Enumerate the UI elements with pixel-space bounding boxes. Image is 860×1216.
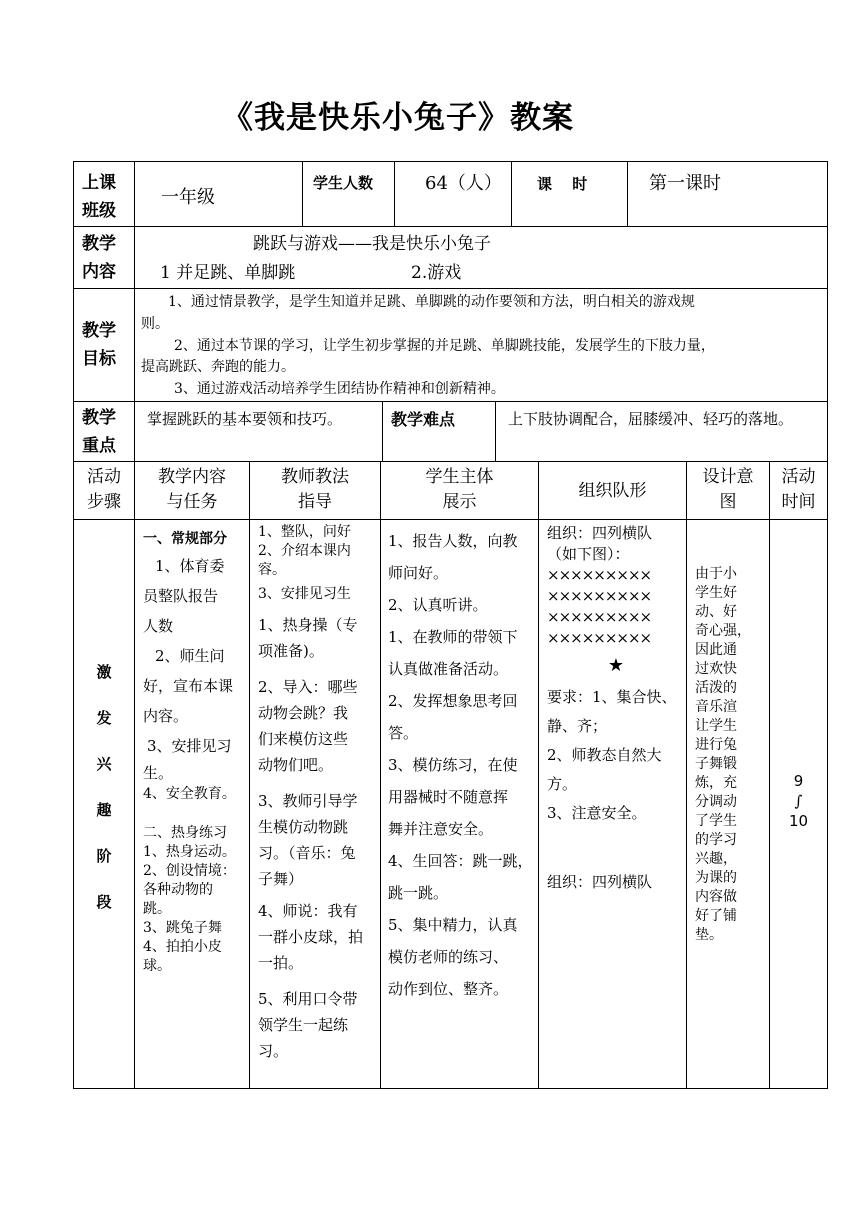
col-divider (382, 401, 383, 462)
row-divider (73, 461, 828, 462)
key-label-line1: 教学 (82, 408, 116, 428)
goal-line: 1、通过情景教学，是学生知道并足跳、单脚跳的动作要领和方法，明白相关的游戏规 (168, 294, 695, 310)
list-item: 习。 (258, 1042, 289, 1060)
col-divider (302, 161, 303, 227)
list-item: 跳。 (143, 901, 171, 917)
col-divider (134, 226, 135, 402)
list-item: 3、注意安全。 (547, 804, 647, 822)
list-item: 一、常规部分 (143, 531, 227, 547)
list-item: 兴趣， (695, 851, 737, 867)
header-text: 时间 (781, 492, 816, 512)
list-item: 4、生回答：跳一跳， (388, 852, 533, 870)
list-item: 因此通 (695, 642, 737, 658)
content-line-2a: 1 并足跳、单脚跳 (160, 263, 296, 283)
header-text: 教师教法 (281, 467, 349, 487)
teacher-star-icon: ★ (607, 655, 625, 676)
list-item: 分调动 (695, 794, 737, 810)
list-item: 3、安排见习生 (258, 586, 351, 602)
list-item: 1、热身运动。 (143, 844, 236, 860)
list-item: 内容。 (143, 707, 189, 725)
students-label: 学生人数 (313, 174, 374, 192)
content-line-2b: 2.游戏 (411, 263, 462, 283)
list-item: 2、导入：哪些 (258, 678, 358, 696)
list-item: 4、安全教育。 (143, 786, 236, 802)
col-divider (538, 461, 539, 1089)
period-label: 课 时 (537, 175, 588, 193)
list-item: 动物会跳？我 (258, 704, 349, 722)
list-item: 要求：1、集合快、 (547, 688, 677, 706)
list-item: 模仿老师的练习、 (388, 948, 509, 966)
list-item: 1、在教师的带领下 (388, 628, 518, 646)
list-item: 为课的 (695, 870, 737, 886)
time-column (770, 771, 827, 831)
col-divider (627, 161, 628, 227)
list-item: 音乐渲 (695, 699, 737, 715)
header-task (135, 465, 249, 515)
header-teacher (250, 465, 380, 515)
list-item: 2、介绍本课内 (258, 543, 351, 559)
header-step (73, 465, 135, 515)
list-item: 人数 (143, 617, 174, 635)
students-value: 64（人） (425, 173, 502, 194)
header-text: 学生主体 (425, 467, 494, 487)
time-start: 9 (793, 772, 804, 790)
list-item: 子舞） (258, 870, 304, 888)
list-item: 的学习 (695, 832, 737, 848)
list-item: 舞并注意安全。 (388, 820, 494, 838)
list-item: 进行兔 (695, 737, 737, 753)
formation-column (547, 523, 685, 897)
list-item: 1、整队，问好 (258, 524, 351, 540)
intent-column (695, 565, 767, 945)
stage-label (73, 649, 135, 925)
header-time (770, 465, 827, 515)
key-point-value: 掌握跳跃的基本要领和技巧。 (147, 410, 343, 428)
list-item: （如下图）： (547, 545, 630, 563)
list-item: 2、认真听讲。 (388, 596, 488, 614)
list-item: 1、报告人数，向教 (388, 532, 518, 550)
list-item: 认真做准备活动。 (388, 660, 509, 678)
list-item: 炼，充 (695, 775, 737, 791)
list-item: 球。 (143, 958, 171, 974)
header-student (381, 465, 538, 515)
list-item: 容。 (258, 562, 286, 578)
list-item: 由于小 (695, 566, 737, 582)
table-border-bottom (73, 1088, 828, 1089)
list-item: 1、体育委 (155, 557, 225, 575)
list-item: 方。 (547, 775, 578, 793)
list-item: 内容做 (695, 889, 737, 905)
list-item: 2、发挥想象思考回 (388, 692, 518, 710)
header-text: 与任务 (166, 492, 218, 512)
list-item: 活泼的 (695, 680, 737, 696)
stage-char: 段 (96, 893, 112, 911)
list-item: 好，宣布本课 (143, 677, 234, 695)
formation-row: ××××××××× (547, 608, 652, 626)
header-text: 教学内容 (158, 467, 226, 487)
list-item: 师问好。 (388, 564, 449, 582)
list-item: 好了铺 (695, 908, 737, 924)
header-text: 图 (719, 492, 737, 512)
list-item: 3、模仿练习，在使 (388, 756, 518, 774)
goals-label-line1: 教学 (82, 321, 116, 341)
header-text: 步骤 (87, 492, 121, 512)
class-label-line1: 上课 (82, 173, 116, 193)
list-item: 们来模仿这些 (258, 730, 349, 748)
list-item: 3、安排见习 (147, 737, 232, 755)
content-label-line2: 内容 (82, 262, 116, 282)
list-item: 学生好 (695, 585, 737, 601)
list-item: 答。 (388, 724, 419, 742)
task-column (143, 527, 249, 976)
list-item: 动作到位、整齐。 (388, 980, 509, 998)
formation-row: ××××××××× (547, 629, 652, 647)
list-item: 各种动物的 (143, 882, 213, 898)
list-item: 垫。 (695, 927, 723, 943)
list-item: 3、教师引导学 (258, 792, 358, 810)
table-border-top (73, 161, 828, 162)
list-item: 生模仿动物跳 (258, 818, 349, 836)
list-item: 2、创设情境： (143, 863, 236, 879)
time-range-sign: ∫ (794, 792, 803, 810)
student-column (388, 525, 538, 1005)
list-item: 组织：四列横队 (547, 524, 653, 542)
list-item: 一拍。 (258, 954, 304, 972)
list-item: 动、好 (695, 604, 737, 620)
header-text: 活动 (87, 467, 121, 487)
content-line-1: 跳跃与游戏——我是快乐小兔子 (253, 234, 491, 254)
list-item: 5、利用口令带 (258, 990, 358, 1008)
col-divider (380, 461, 381, 1089)
list-item: 奇心强， (695, 623, 751, 639)
stage-char: 阶 (96, 847, 112, 865)
list-item: 4、拍拍小皮 (143, 939, 222, 955)
header-text: 设计意 (702, 467, 754, 487)
row-divider (73, 401, 828, 402)
goal-line: 提高跳跃、奔跑的能力。 (141, 359, 295, 375)
header-text: 活动 (781, 467, 816, 487)
list-item: 5、集中精力，认真 (388, 916, 518, 934)
list-item: 用器械时不随意挥 (388, 788, 509, 806)
header-formation: 组织队形 (578, 481, 647, 501)
teacher-column (258, 523, 380, 1064)
goal-line: 2、通过本节课的学习，让学生初步掌握的并足跳、单脚跳技能，发展学生的下肢力量， (174, 338, 715, 354)
list-item: 1、热身操（专 (258, 616, 358, 634)
class-value: 一年级 (161, 187, 215, 208)
list-item: 子舞锻 (695, 756, 737, 772)
formation-row: ××××××××× (547, 566, 652, 584)
goals-label-line2: 目标 (82, 349, 116, 369)
col-divider (249, 461, 250, 1089)
stage-char: 发 (96, 709, 112, 727)
content-label-line1: 教学 (82, 234, 116, 254)
list-item: 2、师教态自然大 (547, 746, 662, 764)
key-label-line2: 重点 (82, 436, 116, 456)
stage-char: 激 (96, 663, 112, 681)
row-divider (73, 288, 828, 289)
formation-row: ××××××××× (547, 587, 652, 605)
time-end: 10 (788, 812, 809, 830)
list-item: 项准备)。 (258, 642, 324, 660)
document-title: 《我是快乐小兔子》教案 (222, 100, 574, 136)
list-item: 2、师生问 (155, 647, 225, 665)
list-item: 过欢快 (695, 661, 737, 677)
list-item: 习。（音乐：兔 (258, 844, 356, 862)
list-item: 员整队报告 (143, 587, 219, 605)
list-item: 4、师说：我有 (258, 902, 358, 920)
class-label-line2: 班级 (82, 201, 116, 221)
col-divider (134, 401, 135, 462)
goal-line: 则。 (141, 316, 169, 332)
difficulty-value: 上下肢协调配合，屈膝缓冲、轻巧的落地。 (508, 410, 794, 428)
table-border-left (73, 161, 74, 1089)
col-divider (511, 161, 512, 227)
table-border-right (827, 161, 828, 1089)
list-item: 3、跳兔子舞 (143, 920, 222, 936)
stage-char: 趣 (96, 801, 112, 819)
list-item: 领学生一起练 (258, 1016, 349, 1034)
list-item: 一群小皮球，拍 (258, 928, 364, 946)
row-divider (73, 226, 828, 227)
period-value: 第一课时 (649, 173, 721, 194)
header-intent (687, 465, 769, 515)
col-divider (495, 401, 496, 462)
list-item: 跳一跳。 (388, 884, 449, 902)
list-item: 了学生 (695, 813, 737, 829)
stage-char: 兴 (96, 755, 112, 773)
list-item: 让学生 (695, 718, 737, 734)
lesson-plan-table (73, 161, 828, 1089)
list-item: 静、齐； (547, 717, 608, 735)
list-item: 组织：四列横队 (547, 873, 653, 891)
col-divider (686, 461, 687, 1089)
list-item: 二、热身练习 (143, 825, 227, 841)
goal-line: 3、通过游戏活动培养学生团结协作精神和创新精神。 (174, 381, 505, 397)
col-divider (134, 161, 135, 227)
row-divider (73, 519, 828, 520)
col-divider (394, 161, 395, 227)
list-item: 动物们吧。 (258, 756, 334, 774)
list-item: 生。 (143, 764, 174, 782)
difficulty-label: 教学难点 (391, 410, 456, 429)
header-text: 指导 (298, 492, 332, 512)
header-text: 展示 (442, 492, 477, 512)
